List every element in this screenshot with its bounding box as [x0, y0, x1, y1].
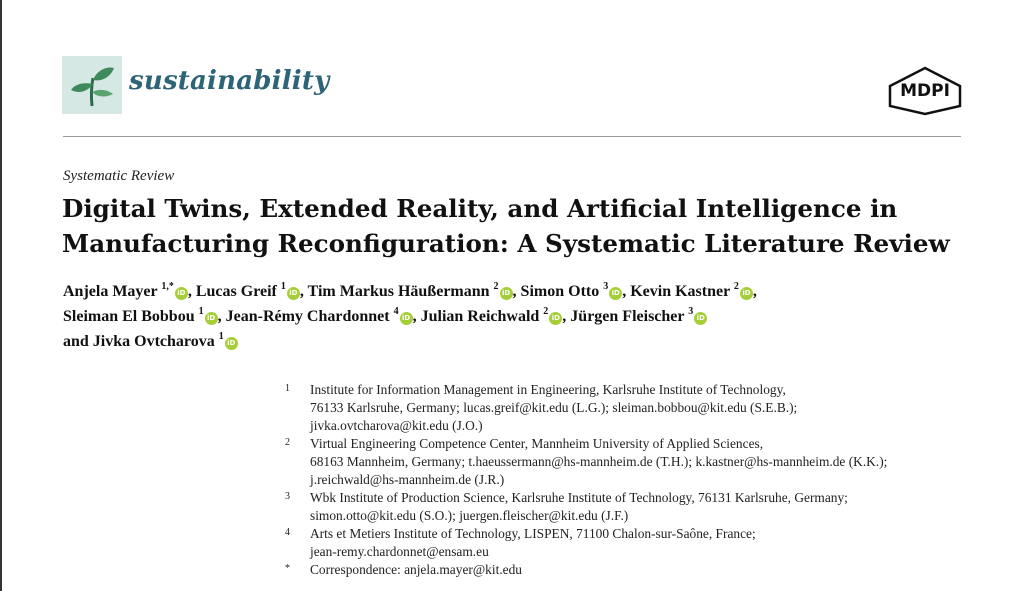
- affiliation-item: [285, 561, 985, 579]
- orcid-icon[interactable]: iD: [205, 312, 218, 325]
- author-name-text: and Jivka Ovtcharova: [63, 333, 219, 350]
- affiliation-marker: 2: [493, 280, 499, 292]
- affiliation-line: 76133 Karlsruhe, Germany; lucas.greif@kit.edu (L.G.); sleiman.bobbou@kit.edu (S.E.B.);: [310, 400, 798, 415]
- affiliation-number: 1: [285, 383, 290, 394]
- affiliation-line: Arts et Metiers Institute of Technology, LISPEN, 71100 Chalon-sur-Saône, France;: [310, 526, 756, 541]
- author-name-text: Jean-Rémy Chardonnet: [225, 308, 394, 325]
- author-separator: ,: [412, 308, 421, 325]
- title-line: Digital Twins, Extended Reality, and Artificial Intelligence in: [62, 194, 898, 223]
- author-line: [63, 279, 963, 304]
- author-name[interactable]: [520, 280, 623, 300]
- article-title: [62, 191, 982, 261]
- author-name-text: Tim Markus Häußermann: [307, 283, 494, 300]
- affiliation-line: j.reichwald@hs-mannheim.de (J.R.): [310, 472, 505, 487]
- header-divider: [63, 136, 961, 137]
- affiliation-number: 4: [285, 527, 290, 538]
- mdpi-logo-text: MDPI: [900, 81, 950, 101]
- orcid-icon[interactable]: iD: [500, 287, 513, 300]
- affiliation-number: *: [285, 563, 290, 574]
- author-name[interactable]: [195, 280, 300, 300]
- affiliation-marker: 3: [603, 280, 609, 292]
- mdpi-logo: [886, 66, 964, 116]
- leaf-icon: [67, 62, 117, 108]
- author-name-text: Kevin Kastner: [630, 283, 734, 300]
- author-separator: ,: [299, 283, 308, 300]
- author-list: [63, 279, 963, 354]
- affiliation-item: [285, 525, 985, 561]
- affiliation-marker: 2: [543, 305, 549, 317]
- author-name[interactable]: [420, 305, 563, 325]
- affiliation-text: [310, 435, 985, 489]
- author-separator: ,: [217, 308, 226, 325]
- orcid-icon[interactable]: iD: [225, 337, 238, 350]
- orcid-icon[interactable]: iD: [609, 287, 622, 300]
- orcid-icon[interactable]: iD: [694, 312, 707, 325]
- author-name-text: Sleiman El Bobbou: [63, 308, 199, 325]
- orcid-icon[interactable]: iD: [549, 312, 562, 325]
- article-type: Systematic Review: [63, 168, 175, 184]
- affiliation-line: jivka.ovtcharova@kit.edu (J.O.): [310, 418, 483, 433]
- affiliation-marker: 2: [733, 280, 739, 292]
- author-name-text: Julian Reichwald: [420, 308, 544, 325]
- author-name-text: Jürgen Fleischer: [570, 308, 689, 325]
- affiliation-marker: 1,*: [161, 280, 174, 292]
- affiliation-line: jean-remy.chardonnet@ensam.eu: [310, 544, 489, 559]
- journal-name: sustainability: [129, 66, 330, 96]
- author-separator: ,: [752, 283, 757, 300]
- author-name[interactable]: [307, 280, 513, 300]
- author-name[interactable]: [570, 305, 707, 325]
- orcid-icon[interactable]: iD: [175, 287, 188, 300]
- author-separator: ,: [512, 283, 521, 300]
- affiliation-text: [310, 381, 985, 435]
- affiliation-number: 3: [285, 491, 290, 502]
- orcid-icon[interactable]: iD: [740, 287, 753, 300]
- affiliation-text: [310, 525, 985, 561]
- affiliation-line: 68163 Mannheim, Germany; t.haeussermann@hs-mannheim.de (T.H.); k.kastner@hs-mannheim.de (K.K.);: [310, 454, 888, 469]
- title-line: Manufacturing Reconfiguration: A Systematic Literature Review: [62, 229, 950, 258]
- affiliation-marker: 1: [198, 305, 204, 317]
- affiliation-item: [285, 381, 985, 435]
- author-separator: ,: [622, 283, 631, 300]
- author-separator: ,: [187, 283, 196, 300]
- author-name-text: Lucas Greif: [195, 283, 281, 300]
- author-name[interactable]: [63, 305, 218, 325]
- orcid-icon[interactable]: iD: [400, 312, 413, 325]
- affiliation-line: Institute for Information Management in Engineering, Karlsruhe Institute of Technology,: [310, 382, 786, 397]
- affiliation-text: [310, 489, 985, 525]
- affiliation-line: Correspondence: anjela.mayer@kit.edu: [310, 562, 522, 577]
- author-name[interactable]: [630, 280, 753, 300]
- affiliation-number: 2: [285, 437, 290, 448]
- author-line: [63, 304, 963, 329]
- journal-logo: [62, 56, 122, 114]
- page-edge: [0, 0, 2, 591]
- affiliation-item: [285, 489, 985, 525]
- author-name-text: Anjela Mayer: [63, 283, 162, 300]
- affiliation-text: [310, 561, 985, 579]
- author-name[interactable]: [225, 305, 413, 325]
- affiliation-item: [285, 435, 985, 489]
- affiliation-marker: 4: [393, 305, 399, 317]
- affiliation-marker: 1: [280, 280, 286, 292]
- affiliation-line: Wbk Institute of Production Science, Karlsruhe Institute of Technology, 76131 Karlsruhe, Germany;: [310, 490, 848, 505]
- author-separator: ,: [562, 308, 571, 325]
- affiliation-marker: 3: [688, 305, 694, 317]
- author-name[interactable]: [63, 330, 238, 350]
- author-line: [63, 329, 963, 354]
- orcid-icon[interactable]: iD: [287, 287, 300, 300]
- author-name-text: Simon Otto: [520, 283, 604, 300]
- affiliation-line: simon.otto@kit.edu (S.O.); juergen.fleischer@kit.edu (J.F.): [310, 508, 629, 523]
- affiliations: [285, 381, 985, 579]
- affiliation-line: Virtual Engineering Competence Center, Mannheim University of Applied Sciences,: [310, 436, 764, 451]
- affiliation-marker: 1: [218, 330, 224, 342]
- author-name[interactable]: [63, 280, 188, 300]
